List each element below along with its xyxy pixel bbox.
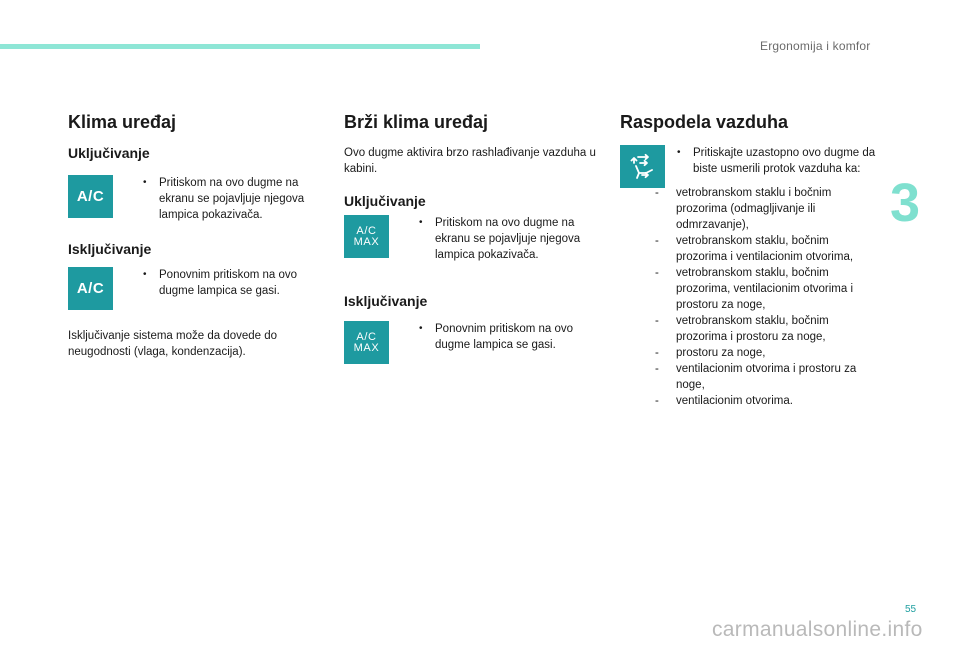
ac-max-on-instruction xyxy=(344,215,600,263)
ac-off-instruction xyxy=(68,267,308,310)
list-item: - ventilacionim otvorima i prostoru za noge, xyxy=(655,363,857,391)
instruction-text: Pritiskom na ovo dugme na ekranu se pojavljuje njegova lampica pokazivača. xyxy=(159,177,305,221)
ac-on-instruction xyxy=(68,175,308,223)
section-raspodela-vazduha xyxy=(620,112,880,409)
list-item: - vetrobranskom staklu i bočnim prozorima (odmagljivanje ili odmrzavanje), xyxy=(655,187,832,231)
list-item: - vetrobranskom staklu, bočnim prozorima i ventilacionim otvorima, xyxy=(655,235,854,263)
subheading-on: Uključivanje xyxy=(68,145,150,161)
distribution-options-list xyxy=(620,185,880,409)
chapter-number: 3 xyxy=(890,173,921,233)
section-klima-uredaj xyxy=(68,112,308,360)
subheading-off: Isključivanje xyxy=(344,293,428,309)
bullet-icon: • xyxy=(419,323,423,334)
intro-text: Ovo dugme aktivira brzo rashlađivanje vazduha u kabini. xyxy=(344,147,596,175)
ac-button-icon: A/C xyxy=(68,175,113,218)
list-item: - vetrobranskom staklu, bočnim prozorima, ventilacionim otvorima i prostoru za noge, xyxy=(655,267,854,311)
watermark: carmanualsonline.info xyxy=(712,618,923,641)
bullet-icon: • xyxy=(677,147,681,158)
instruction-text: Pritiskajte uzastopno ovo dugme da biste usmerili protok vazduha ka: xyxy=(693,147,876,175)
list-item: - vetrobranskom staklu, bočnim prozorima i prostoru za noge, xyxy=(655,315,829,343)
section-brzi-klima-uredaj xyxy=(344,112,600,364)
section-title: Brži klima uređaj xyxy=(344,112,489,132)
subheading-off: Isključivanje xyxy=(68,241,152,257)
header-accent-bar xyxy=(0,44,480,49)
chapter-title: Ergonomija i komfor xyxy=(760,39,871,53)
list-item: - prostoru za noge, xyxy=(655,347,766,359)
bullet-icon: • xyxy=(143,269,147,280)
bullet-icon: • xyxy=(143,177,147,188)
bullet-icon: • xyxy=(419,217,423,228)
ac-max-off-instruction xyxy=(344,321,600,364)
page-number: 55 xyxy=(905,604,917,615)
ac-max-button-icon: A/C MAX xyxy=(344,215,389,258)
ac-max-button-icon: A/C MAX xyxy=(344,321,389,364)
instruction-text: Ponovnim pritiskom na ovo dugme lampica se gasi. xyxy=(159,269,298,297)
list-item: - ventilacionim otvorima. xyxy=(655,395,793,407)
instruction-text: Ponovnim pritiskom na ovo dugme lampica se gasi. xyxy=(435,323,574,351)
section-title: Raspodela vazduha xyxy=(620,112,789,132)
note-text: Isključivanje sistema može da dovede do neugodnosti (vlaga, kondenzacija). xyxy=(68,330,278,358)
section-title: Klima uređaj xyxy=(68,112,177,132)
subheading-on: Uključivanje xyxy=(344,193,426,209)
instruction-text: Pritiskom na ovo dugme na ekranu se pojavljuje njegova lampica pokazivača. xyxy=(435,217,581,261)
air-distribution-icon xyxy=(620,145,665,188)
air-distribution-instruction xyxy=(620,145,880,188)
ac-button-icon: A/C xyxy=(68,267,113,310)
